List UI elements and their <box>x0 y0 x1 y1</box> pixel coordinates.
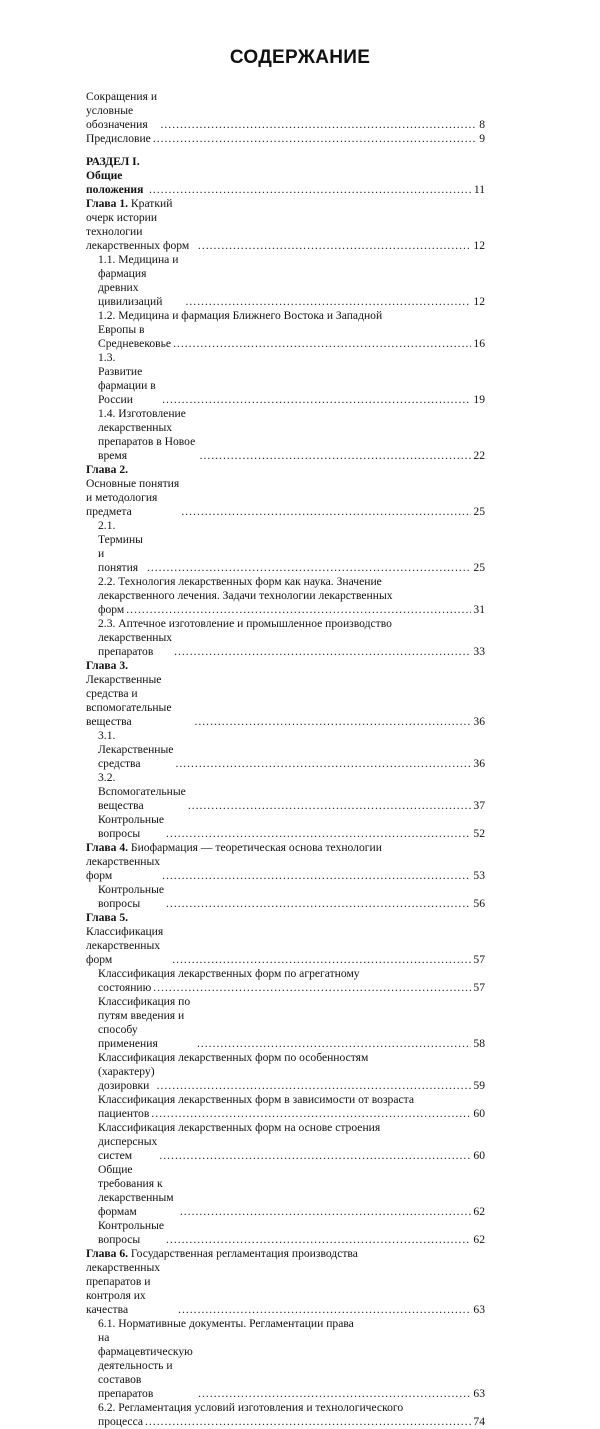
dot-leader <box>198 1387 471 1401</box>
page-number: 9 <box>479 132 485 145</box>
entry-title: Основные понятия и методология предмета <box>86 477 180 518</box>
chapter-label: Глава 6. <box>86 1247 129 1260</box>
entry-title: (характеру) дозировки <box>98 1065 155 1092</box>
toc-entry-line <box>86 1121 485 1135</box>
toc-entry[interactable] <box>86 1121 485 1163</box>
page-number: 8 <box>479 118 485 131</box>
dot-leader <box>178 1303 471 1317</box>
toc-entry-line <box>86 589 485 603</box>
toc-entry[interactable] <box>86 1093 485 1121</box>
entry-title: Сокращения и условные обозначения <box>86 90 158 131</box>
toc-entry-line <box>86 1051 485 1065</box>
entry-title-line: 6.1. Нормативные документы. Регламентации права <box>98 1317 354 1330</box>
page-number: 12 <box>473 239 485 252</box>
entry-title-line: Классификация лекарственных форм по особенностям <box>98 1051 369 1064</box>
page-number: 33 <box>473 645 485 658</box>
dot-leader <box>153 132 477 146</box>
dot-leader <box>173 337 471 351</box>
dot-leader <box>180 1205 472 1219</box>
toc-entry[interactable] <box>86 883 485 911</box>
toc-entry[interactable] <box>86 575 485 617</box>
entry-title-line: Биофармация — теоретическая основа технологии <box>128 841 382 854</box>
toc-entry-line <box>86 1247 485 1261</box>
chapter-label: РАЗДЕЛ I. Общие положения <box>86 155 144 196</box>
toc-entry[interactable] <box>86 132 485 146</box>
toc-entry[interactable] <box>86 729 485 771</box>
page-number: 37 <box>473 799 485 812</box>
page-number: 63 <box>473 1387 485 1400</box>
dot-leader <box>145 1415 471 1429</box>
entry-title: Европы в Средневековье <box>98 323 172 350</box>
dot-leader <box>172 953 471 967</box>
toc-entry[interactable] <box>86 1247 485 1317</box>
entry-title: Предисловие <box>86 132 151 145</box>
entry-title-line: Классификация лекарственных форм на основе строения <box>98 1121 381 1134</box>
entry-title: на фармацевтическую деятельность и составов препаратов <box>98 1331 193 1400</box>
toc-entry[interactable] <box>86 1051 485 1093</box>
page-number: 74 <box>473 1415 485 1428</box>
toc-entry-line <box>86 1317 485 1331</box>
entry-title: Классификация лекарственных форм <box>86 925 164 966</box>
dot-leader <box>181 505 471 519</box>
toc-entry[interactable] <box>86 911 485 967</box>
chapter-label: Глава 4. <box>86 841 129 854</box>
toc-entry[interactable] <box>86 841 485 883</box>
entry-title: Классификация по путям введения и способу применения <box>98 995 191 1050</box>
table-of-contents <box>86 90 485 1429</box>
page-number: 53 <box>473 869 485 882</box>
dot-leader <box>159 1149 471 1163</box>
entry-title-line: 2.3. Аптечное изготовление и промышленное производство <box>98 617 392 630</box>
toc-entry[interactable] <box>86 90 485 132</box>
entry-title: Контрольные вопросы <box>98 883 165 910</box>
toc-entry-line <box>86 309 485 323</box>
entry-title: Общие требования к лекарственным формам <box>98 1163 174 1218</box>
dot-leader <box>166 1233 471 1247</box>
dot-leader <box>126 603 471 617</box>
entry-title: процесса <box>98 1415 144 1428</box>
toc-entry-line <box>86 1093 485 1107</box>
entry-title: 1.1. Медицина и фармация древних цивилизаций <box>98 253 179 308</box>
entry-title: Контрольные вопросы <box>98 813 165 840</box>
page-number: 52 <box>473 827 485 840</box>
entry-title: 1.4. Изготовление лекарственных препаратов в Новое время <box>98 407 196 462</box>
page-number: 25 <box>473 505 485 518</box>
toc-entry-line <box>86 967 485 981</box>
page-number: 57 <box>473 981 485 994</box>
page-number: 12 <box>473 295 485 308</box>
toc-entry[interactable] <box>86 813 485 841</box>
entry-title: лекарственных препаратов и контроля их качества <box>86 1261 161 1316</box>
toc-entry[interactable] <box>86 659 485 729</box>
page-title: СОДЕРЖАНИЕ <box>229 47 371 68</box>
chapter-label: Глава 5. <box>86 911 129 924</box>
dot-leader <box>162 393 471 407</box>
dot-leader <box>200 449 472 463</box>
entry-title: дисперсных систем <box>98 1135 158 1162</box>
page-number: 36 <box>473 715 485 728</box>
dot-leader <box>197 1037 471 1051</box>
toc-entry-line <box>86 841 485 855</box>
entry-title: лекарственных препаратов <box>98 631 173 658</box>
entry-title: Контрольные вопросы <box>98 1219 165 1246</box>
entry-title-line: 1.2. Медицина и фармация Ближнего Востока и Западной <box>98 309 383 322</box>
toc-entry[interactable] <box>86 1317 485 1401</box>
dot-leader <box>151 1107 471 1121</box>
entry-title-line: Классификация лекарственных форм в зависимости от возраста <box>98 1093 414 1106</box>
entry-title: Краткий очерк истории технологии лекарственных форм <box>86 197 190 252</box>
dot-leader <box>198 239 471 253</box>
entry-title: форм <box>98 603 125 616</box>
toc-entry[interactable] <box>86 771 485 813</box>
page-number: 25 <box>473 561 485 574</box>
dot-leader <box>147 561 471 575</box>
entry-title: 1.3. Развитие фармации в России <box>98 351 156 406</box>
page-number: 60 <box>473 1107 485 1120</box>
toc-entry[interactable] <box>86 519 485 575</box>
dot-leader <box>149 183 472 197</box>
toc-entry[interactable] <box>86 617 485 659</box>
toc-entry[interactable] <box>86 1163 485 1219</box>
dot-leader <box>153 981 471 995</box>
dot-leader <box>188 799 472 813</box>
dot-leader <box>157 1079 472 1093</box>
page-number: 36 <box>473 757 485 770</box>
toc-entry-line <box>86 575 485 589</box>
page-number: 11 <box>473 183 485 196</box>
page-number: 60 <box>473 1149 485 1162</box>
chapter-label: Глава 2. <box>86 463 129 476</box>
entry-title: лекарственных форм <box>86 855 161 882</box>
toc-entry[interactable] <box>86 967 485 995</box>
toc-entry[interactable] <box>86 351 485 407</box>
dot-leader <box>186 295 472 309</box>
toc-entry[interactable] <box>86 253 485 309</box>
entry-title-line: 6.2. Регламентация условий изготовления и технологического <box>98 1401 404 1414</box>
toc-entry[interactable] <box>86 155 485 197</box>
entry-title-line: лекарственного лечения. Задачи технологии лекарственных <box>98 589 393 602</box>
chapter-label: Глава 1. <box>86 197 129 210</box>
toc-entry[interactable] <box>86 1401 485 1429</box>
entry-title-line: Классификация лекарственных форм по агрегатному <box>98 967 360 980</box>
page-number: 22 <box>473 449 485 462</box>
dot-leader <box>161 118 478 132</box>
page-number: 31 <box>473 603 485 616</box>
toc-entry[interactable] <box>86 309 485 351</box>
entry-title: пациентов <box>98 1107 150 1120</box>
page-number: 56 <box>473 897 485 910</box>
entry-title: Лекарственные средства и вспомогательные вещества <box>86 673 172 728</box>
page-number: 57 <box>473 953 485 966</box>
dot-leader <box>166 827 471 841</box>
dot-leader <box>174 645 471 659</box>
page-number: 16 <box>473 337 485 350</box>
page-number: 62 <box>473 1233 485 1246</box>
dot-leader <box>175 757 471 771</box>
page-number: 62 <box>473 1205 485 1218</box>
toc-entry[interactable] <box>86 1219 485 1247</box>
entry-title: 2.1. Термины и понятия <box>98 519 143 574</box>
toc-entry[interactable] <box>86 407 485 463</box>
toc-entry[interactable] <box>86 197 485 253</box>
entry-title: 3.2. Вспомогательные вещества <box>98 771 186 812</box>
entry-title-line: Государственная регламентация производства <box>128 1247 358 1260</box>
dot-leader <box>166 897 471 911</box>
page-number: 63 <box>473 1303 485 1316</box>
dot-leader <box>162 869 471 883</box>
toc-entry-line <box>86 1401 485 1415</box>
toc-entry[interactable] <box>86 995 485 1051</box>
chapter-label: Глава 3. <box>86 659 129 672</box>
toc-entry[interactable] <box>86 463 485 519</box>
entry-title: состоянию <box>98 981 152 994</box>
page-number: 59 <box>473 1079 485 1092</box>
entry-title: 3.1. Лекарственные средства <box>98 729 174 770</box>
page-number: 58 <box>473 1037 485 1050</box>
entry-title-line: 2.2. Технология лекарственных форм как наука. Значение <box>98 575 382 588</box>
toc-entry-line <box>86 617 485 631</box>
page-number: 19 <box>473 393 485 406</box>
dot-leader <box>194 715 471 729</box>
